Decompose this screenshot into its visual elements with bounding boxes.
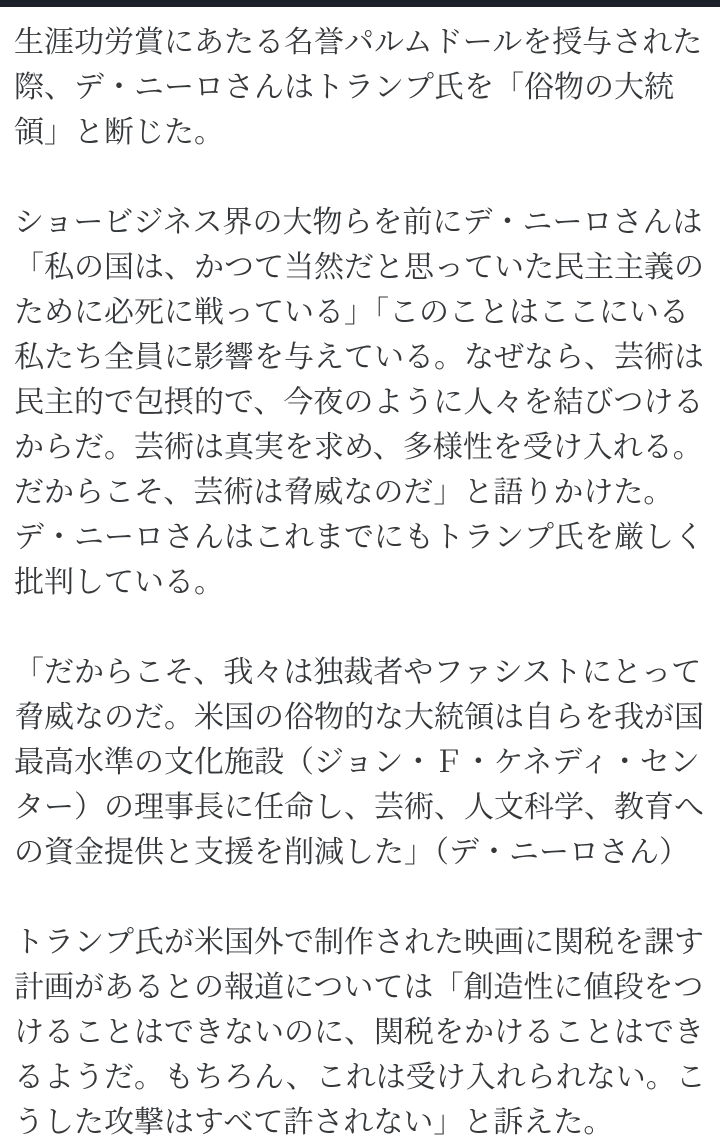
article-paragraph-3: デ・ニーロさんはこれまでにもトランプ氏を厳しく批判している。 xyxy=(14,521,704,599)
article-paragraph-5: トランプ氏が米国外で制作された映画に関税を課す計画があるとの報道については「創造性に値段をつけることはできないのに、関税をかけることはできるようだ。もちろん、これは受け入れられない。こうした攻撃はすべて許されない」と訴えた。 xyxy=(14,926,706,1139)
top-divider-bar xyxy=(0,0,720,7)
article-paragraph-4: 「だからこそ、我々は独裁者やファシストにとって脅威なのだ。米国の俗物的な大統領は自らを我が国最高水準の文化施設（ジョン・Ｆ・ケネディ・センター）の理事長に任命し、芸術、人文科学、教育への資金提供と支援を削減した」（デ・ニーロさん） xyxy=(14,656,704,869)
article-paragraph-2: ショービジネス界の大物らを前にデ・ニーロさんは「私の国は、かつて当然だと思っていた民主主義のために必死に戦っている」「このことはここにいる私たち全員に影響を与えている。なぜなら、芸術は民主的で包摂的で、今夜のように人々を結びつけるからだ。芸術は真実を求め、多様性を受け入れる。だからこそ、芸術は脅威なのだ」と語りかけた。 xyxy=(14,206,704,509)
article-paragraph-1: 生涯功労賞にあたる名誉パルムドールを授与された際、デ・ニーロさんはトランプ氏を「俗物の大統領」と断じた。 xyxy=(14,26,703,149)
article-body xyxy=(0,7,720,1145)
